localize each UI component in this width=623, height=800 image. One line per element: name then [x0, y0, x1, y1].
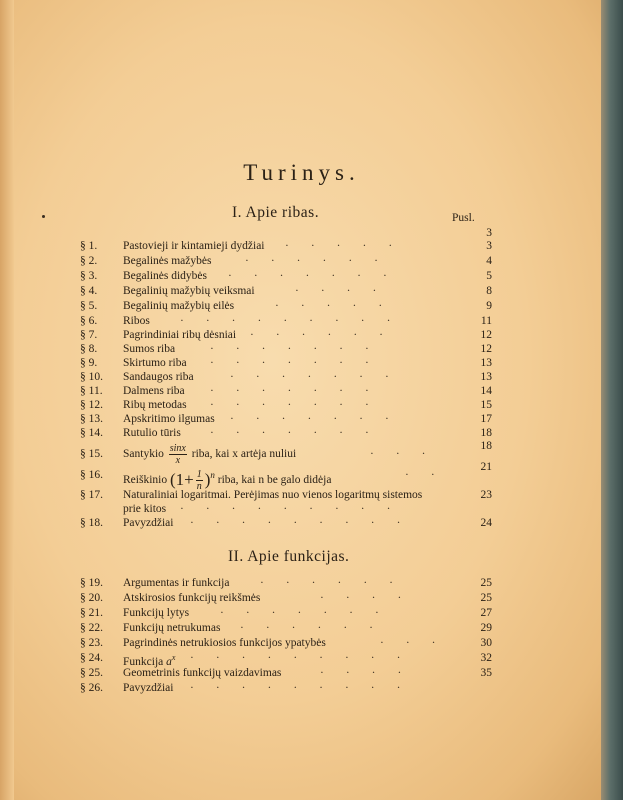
toc-entry [80, 384, 490, 398]
entry-title-continuation: prie kitos [123, 503, 167, 515]
entry-page: 35 [480, 667, 492, 679]
expression-exponent: n [210, 470, 215, 480]
leader-dots: ······ [245, 255, 400, 267]
fraction-denominator: x [175, 454, 181, 466]
pusl-label: Pusl. [452, 212, 475, 224]
toc-entry [80, 621, 490, 635]
entry-title-prefix: Santykio [123, 448, 164, 460]
entry-number: § 15. [80, 448, 103, 460]
toc-entry [80, 398, 490, 412]
entry-number: § 20. [80, 592, 103, 604]
entry-title-prefix: Funkcija [123, 655, 164, 668]
page-title: Turinys. [243, 160, 360, 185]
leader-dots: ········· [180, 503, 413, 515]
leader-dots: ····· [275, 300, 405, 312]
leader-dots: ···· [320, 667, 424, 679]
entry-title: Pagrindinės netrukiosios funkcijos ypatybės [123, 637, 326, 649]
leader-dots: ······· [230, 371, 411, 383]
entry-number: § 8. [80, 343, 98, 355]
entry-title: Begalinės didybės [123, 270, 207, 282]
toc-entry [80, 461, 492, 492]
toc-entry [80, 356, 490, 370]
entry-page: 29 [480, 622, 492, 634]
entry-number: § 16. [80, 469, 103, 481]
toc-entry [80, 576, 490, 590]
fraction-numerator: sinx [169, 442, 186, 454]
entry-number: § 19. [80, 577, 103, 589]
leader-dots: ········· [180, 315, 413, 327]
toc-entry [80, 342, 490, 356]
leader-dots: ··· [370, 448, 448, 460]
toc-entry [80, 606, 490, 620]
entry-title: Dalmens riba [123, 385, 185, 397]
entry-page: 12 [480, 329, 492, 341]
entry-title-suffix: riba, kai n be galo didėja [217, 473, 332, 486]
entry-page: 12 [480, 343, 492, 355]
entry-number: § 18. [80, 517, 103, 529]
toc-entry [80, 488, 490, 502]
leader-dots: ···· [295, 285, 399, 297]
toc-entry [80, 651, 492, 668]
toc-entry [80, 328, 490, 342]
entry-number: § 2. [80, 255, 98, 267]
toc-entry [80, 636, 490, 650]
entry-title: Apskritimo ilgumas [123, 413, 215, 425]
section-1-first-page-value: 3 [486, 227, 492, 239]
entry-page: 11 [480, 315, 492, 327]
power-exponent: x [171, 653, 176, 662]
leader-dots: ······· [230, 413, 411, 425]
toc-entry-continuation [80, 502, 490, 516]
toc-entry [80, 426, 490, 440]
leader-dots: ········· [190, 652, 423, 664]
toc-entry [80, 314, 490, 328]
ink-speck [42, 215, 45, 218]
entry-title: Ribų metodas [123, 399, 187, 411]
entry-title: Ribos [123, 315, 150, 327]
entry-number: § 23. [80, 637, 103, 649]
leader-dots: ······· [210, 357, 391, 369]
entry-title: Begalinės mažybės [123, 255, 212, 267]
entry-page: 18 [480, 440, 492, 452]
entry-title: Rutulio tūris [123, 427, 181, 439]
entry-number: § 12. [80, 399, 103, 411]
book-spine [601, 0, 623, 800]
entry-title: Pagrindiniai ribų dėsniai [123, 329, 237, 341]
leader-dots: ······· [220, 607, 401, 619]
entry-page: 9 [486, 300, 492, 312]
entry-title: Atskirosios funkcijų reikšmės [123, 592, 261, 604]
leader-dots: ···· [320, 592, 424, 604]
entry-page: 17 [480, 413, 492, 425]
entry-number: § 26. [80, 682, 103, 694]
power-base: a [166, 655, 172, 668]
leader-dots: ······ [260, 577, 415, 589]
entry-title: Begalinių mažybių veiksmai [123, 285, 255, 297]
toc-entry [80, 666, 490, 680]
entry-number: § 3. [80, 270, 98, 282]
section-heading-1: I. Apie ribas. [232, 204, 320, 221]
entry-title: Sandaugos riba [123, 371, 194, 383]
entry-number: § 21. [80, 607, 103, 619]
leader-dots: ········· [190, 682, 423, 694]
fraction-numerator: 1 [196, 468, 202, 480]
entry-title-prefix: Reiškinio [123, 473, 168, 486]
entry-page: 14 [480, 385, 492, 397]
entry-page: 21 [480, 461, 492, 473]
toc-entry [80, 269, 490, 283]
entry-page: 13 [480, 371, 492, 383]
leader-dots: ····· [285, 240, 415, 252]
entry-number: § 6. [80, 315, 98, 327]
entry-title-suffix: riba, kai x artėja nuliui [191, 448, 297, 460]
entry-page: 27 [480, 607, 492, 619]
entry-page: 25 [480, 592, 492, 604]
fraction-denominator: n [196, 480, 202, 492]
section-1-first-page [80, 226, 490, 240]
leader-dots: ······· [210, 343, 391, 355]
toc-entry [80, 254, 490, 268]
entry-title: Begalinių mažybių eilės [123, 300, 235, 312]
entry-title: Pavyzdžiai [123, 682, 174, 694]
toc-entry [80, 591, 490, 605]
entry-number: § 13. [80, 413, 103, 425]
entry-number: § 24. [80, 652, 103, 664]
leader-dots: ······· [210, 399, 391, 411]
toc-entry [80, 516, 490, 530]
entry-title: Funkcijų netrukumas [123, 622, 221, 634]
entry-title: Geometrinis funkcijų vaizdavimas [123, 667, 282, 679]
entry-number: § 25. [80, 667, 103, 679]
entry-number: § 14. [80, 427, 103, 439]
entry-page: 3 [486, 240, 492, 252]
entry-title: Sumos riba [123, 343, 176, 355]
leader-dots: ··· [380, 637, 458, 649]
leader-dots: ········· [190, 517, 423, 529]
entry-page: 18 [480, 427, 492, 439]
entry-title: Naturaliniai logaritmai. Perėjimas nuo vienos logaritmų sistemos [123, 489, 423, 501]
entry-title: Pastovieji ir kintamieji dydžiai [123, 240, 265, 252]
entry-number: § 22. [80, 622, 103, 634]
entry-page: 23 [480, 489, 492, 501]
entry-number: § 9. [80, 357, 98, 369]
entry-page: 4 [486, 255, 492, 267]
section-heading-2: II. Apie funkcijas. [228, 548, 350, 565]
expression-open: (1+ [169, 470, 194, 490]
toc-entry [80, 370, 490, 384]
leader-dots: ······ [240, 622, 395, 634]
entry-page: 15 [480, 399, 492, 411]
entry-title: Funkcijų lytys [123, 607, 190, 619]
leader-dots: ······· [228, 270, 409, 282]
leader-dots: ······· [210, 385, 391, 397]
entry-title: Argumentas ir funkcija [123, 577, 230, 589]
entry-number: § 7. [80, 329, 98, 341]
leader-dots: ·· [405, 469, 457, 481]
entry-page: 8 [486, 285, 492, 297]
entry-page: 24 [480, 517, 492, 529]
expression-close: ) [204, 470, 211, 490]
leader-dots: ······ [250, 329, 405, 341]
entry-page: 25 [480, 577, 492, 589]
entry-number: § 1. [80, 240, 98, 252]
toc-entry [80, 299, 490, 313]
toc-entry [80, 681, 490, 695]
entry-title: Skirtumo riba [123, 357, 187, 369]
entry-page: 13 [480, 357, 492, 369]
entry-number: § 10. [80, 371, 103, 383]
entry-page: 30 [480, 637, 492, 649]
entry-number: § 4. [80, 285, 98, 297]
toc-entry [80, 239, 490, 253]
toc-entry [80, 284, 490, 298]
page-fold-shadow [0, 0, 14, 800]
entry-number: § 11. [80, 385, 103, 397]
entry-page: 32 [480, 652, 492, 664]
entry-title: Pavyzdžiai [123, 517, 174, 529]
leader-dots: ······· [210, 427, 391, 439]
entry-page: 5 [486, 270, 492, 282]
toc-entry [80, 412, 490, 426]
entry-number: § 5. [80, 300, 98, 312]
entry-number: § 17. [80, 489, 103, 501]
